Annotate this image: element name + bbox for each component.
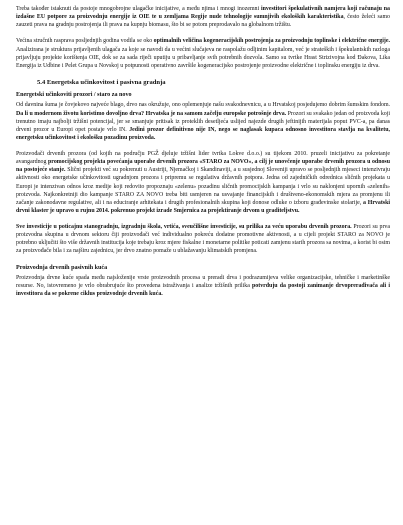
text-run: Sve investicije u poticajnu stanogradnju, izgradnju škola, vrtića, sveučilišne investicije, su prilika za veću uporabu drvenih prozora. [16, 224, 352, 230]
text-run: Da li u modernom životu koristimo dovoljno drva? Hrvatska je na samom začelju europske potrošnje drva. [16, 110, 287, 117]
text-run: investitori špekulativnih namjera koji računaju na izdašne EU potpore za proizvodnju energije iz OIE te u zemljama Regije nude tehnologije sumnjivih ekoloških karakteristika [16, 6, 390, 21]
text-run: Slični projekti već su pokrenuti u Austriji, Njemačkoj i Skandinaviji, a u susjednoj Sloveniji upravo se posljednjih mjeseci intenzivraju aktivnosti oko energetske učinkovitosti ugradnjom prozora i pripremu se regulativa državnih potpora. Jedna od zajedničkih odrednica sličnih projekata u Europi je intenzivan odnos kroz medije koji redovito propoznaju «zelenu» pozadinu sličnih promocijskih kampanja i vrlo su naklonjeni upornih «zelenih» proizvoda. Najkonkretniji dio kampanje STARO ZA NOVO treba biti usmjeren na usvajanje financijskih i društveno-ekonomskih mjera za promjenu ili začanje zakonodavne regulative, ali i na educiranje arhitekata i drugih profesionalnih skupina koji donose odluke o izboru građevinske stolarije, [16, 167, 391, 206]
paragraph-house-production [16, 274, 390, 298]
text-run: , često želeći samo zauzeti prava na gradnju postrojenja ili prava na kupnju biomasu, što bi se potom preprodavalo na globalnom tržištu. [16, 14, 390, 29]
text-run: Proizvodnja drvne kuće spada među najsloženije vrste proizvodnih procesa u preradi drva i podrazumijeva velike organizacijske, tehničke i marketinške resurse. No, istovremeno je vrlo obrabrujuće što provedena istraživanja i analize tržišnih prilika [16, 275, 390, 290]
subheading-passive-houses: Proizvodnja drvenih pasivnih kuća [16, 264, 108, 271]
text-run: Većina stručnih rasprava posljednjih godina vodila se oko [16, 38, 154, 45]
text-run: Prozori su svakako jedan od proizvoda koji trenutno imaju najbolji tržišni potencijal, jer se smanjuje pritisak iz proteklih desetljeća uslijed najezde drugih jeftinijih materijala poput PVC-a, pa danas drveni prozor u Europi opet postaje vrlo IN. [16, 110, 390, 133]
text-run: promocijskog projekta povećanja uporabe drvenih prozora «STARO za NOVO», a cilj je unovčenje uporabe drvenih prozora u odnosu na postojeće stanje. [16, 159, 390, 174]
subheading-windows: Energetski učinkoviti prozori / staro za novo [16, 91, 132, 98]
text-run: Proizvođači drvenih prozora (od kojih na području PGŽ djeluje tržišni lider tvrtka Lokve d.o.o.) su tijekom 2010. pruzeli inicijativu za pokretanje avangardnog [16, 151, 390, 166]
paragraph-investments [16, 223, 390, 256]
paragraph-cogeneration [16, 37, 390, 70]
paragraph-window-producers [16, 150, 390, 215]
text-run: Analizirana je struktura prijavljenih ulagača za koje se navodi da u većini slučajeva ne raspolažu odljinim kapitalom, već je strateških i špekulantskih razloga prijavljuju projekte korištenja OIE, dok se za sada riječi uputiju u pribavljanje svih potrebnih dozvola. Samo su tvrtke Hrast Strizivojna kod Đakova, Lika Energija iz Udbine i Pelet Grupa u Novskoj u potpunosti operativno završile kogeneracijsko postrojenje proizvodne električne i toplinsku energiju iz drva. [16, 46, 390, 69]
text-run: potvrđuju da postoji zanimanje drvoprerađivača ali i investitora da se pokrene ciklus proizvodnje drvenih kuća. [16, 283, 390, 298]
text-run: Jedini prozor definitivno nije IN, nego se naglasak kupaca odnosno investitora stavlja na kvalitetu, energetsku učinkovitost i ekološku pozadinu proizvoda. [16, 126, 391, 141]
text-run: Treba također istaknuti da postoje mnogobrojne ulagačke inicijative, a među njima i mnogi inozemni [16, 6, 261, 12]
paragraph-investors [16, 5, 390, 29]
section-heading: 5.4 Energetska učinkovitost i pasivna gradnja [37, 78, 166, 86]
paragraph-wood-usage [16, 101, 390, 142]
text-run: Prozori su prva proizvodna skupina u drvnom sektoru čiji proizvođači već individualno pokreću dodatne promotivne aktivnosti, a u cijeli projekt STARO za NOVO je potrebno uključiti što više državnih institucija koje trebaju kroz mjere fiskalne i monetarne politike poticati zamjenu starih prozora sa novima, a korist bi osim za proizvođače bila i za najširu zajednicu, jer drvo znatno pomaže u ublažavanju klimatskih promjena. [16, 224, 390, 255]
text-run: optimalnih veličina kogeneracijskih postrojenja za proizvodnju toplinske i električne energije. [153, 38, 390, 45]
text-run: Od davnina šuma je čovjekovo najveće blago, drvo nas okružuje, ono oplemenjuje našu svakodnevnicu, a u Hrvatskoj posjedujemo dobrim šumskim fondom. [16, 102, 390, 109]
text-run: a Hrvatski drvni klaster je upravo u rujnu 2014. pokrenuo projekt izrade Smjernica za projektiranje drvom u graditeljstvu. [16, 199, 391, 214]
